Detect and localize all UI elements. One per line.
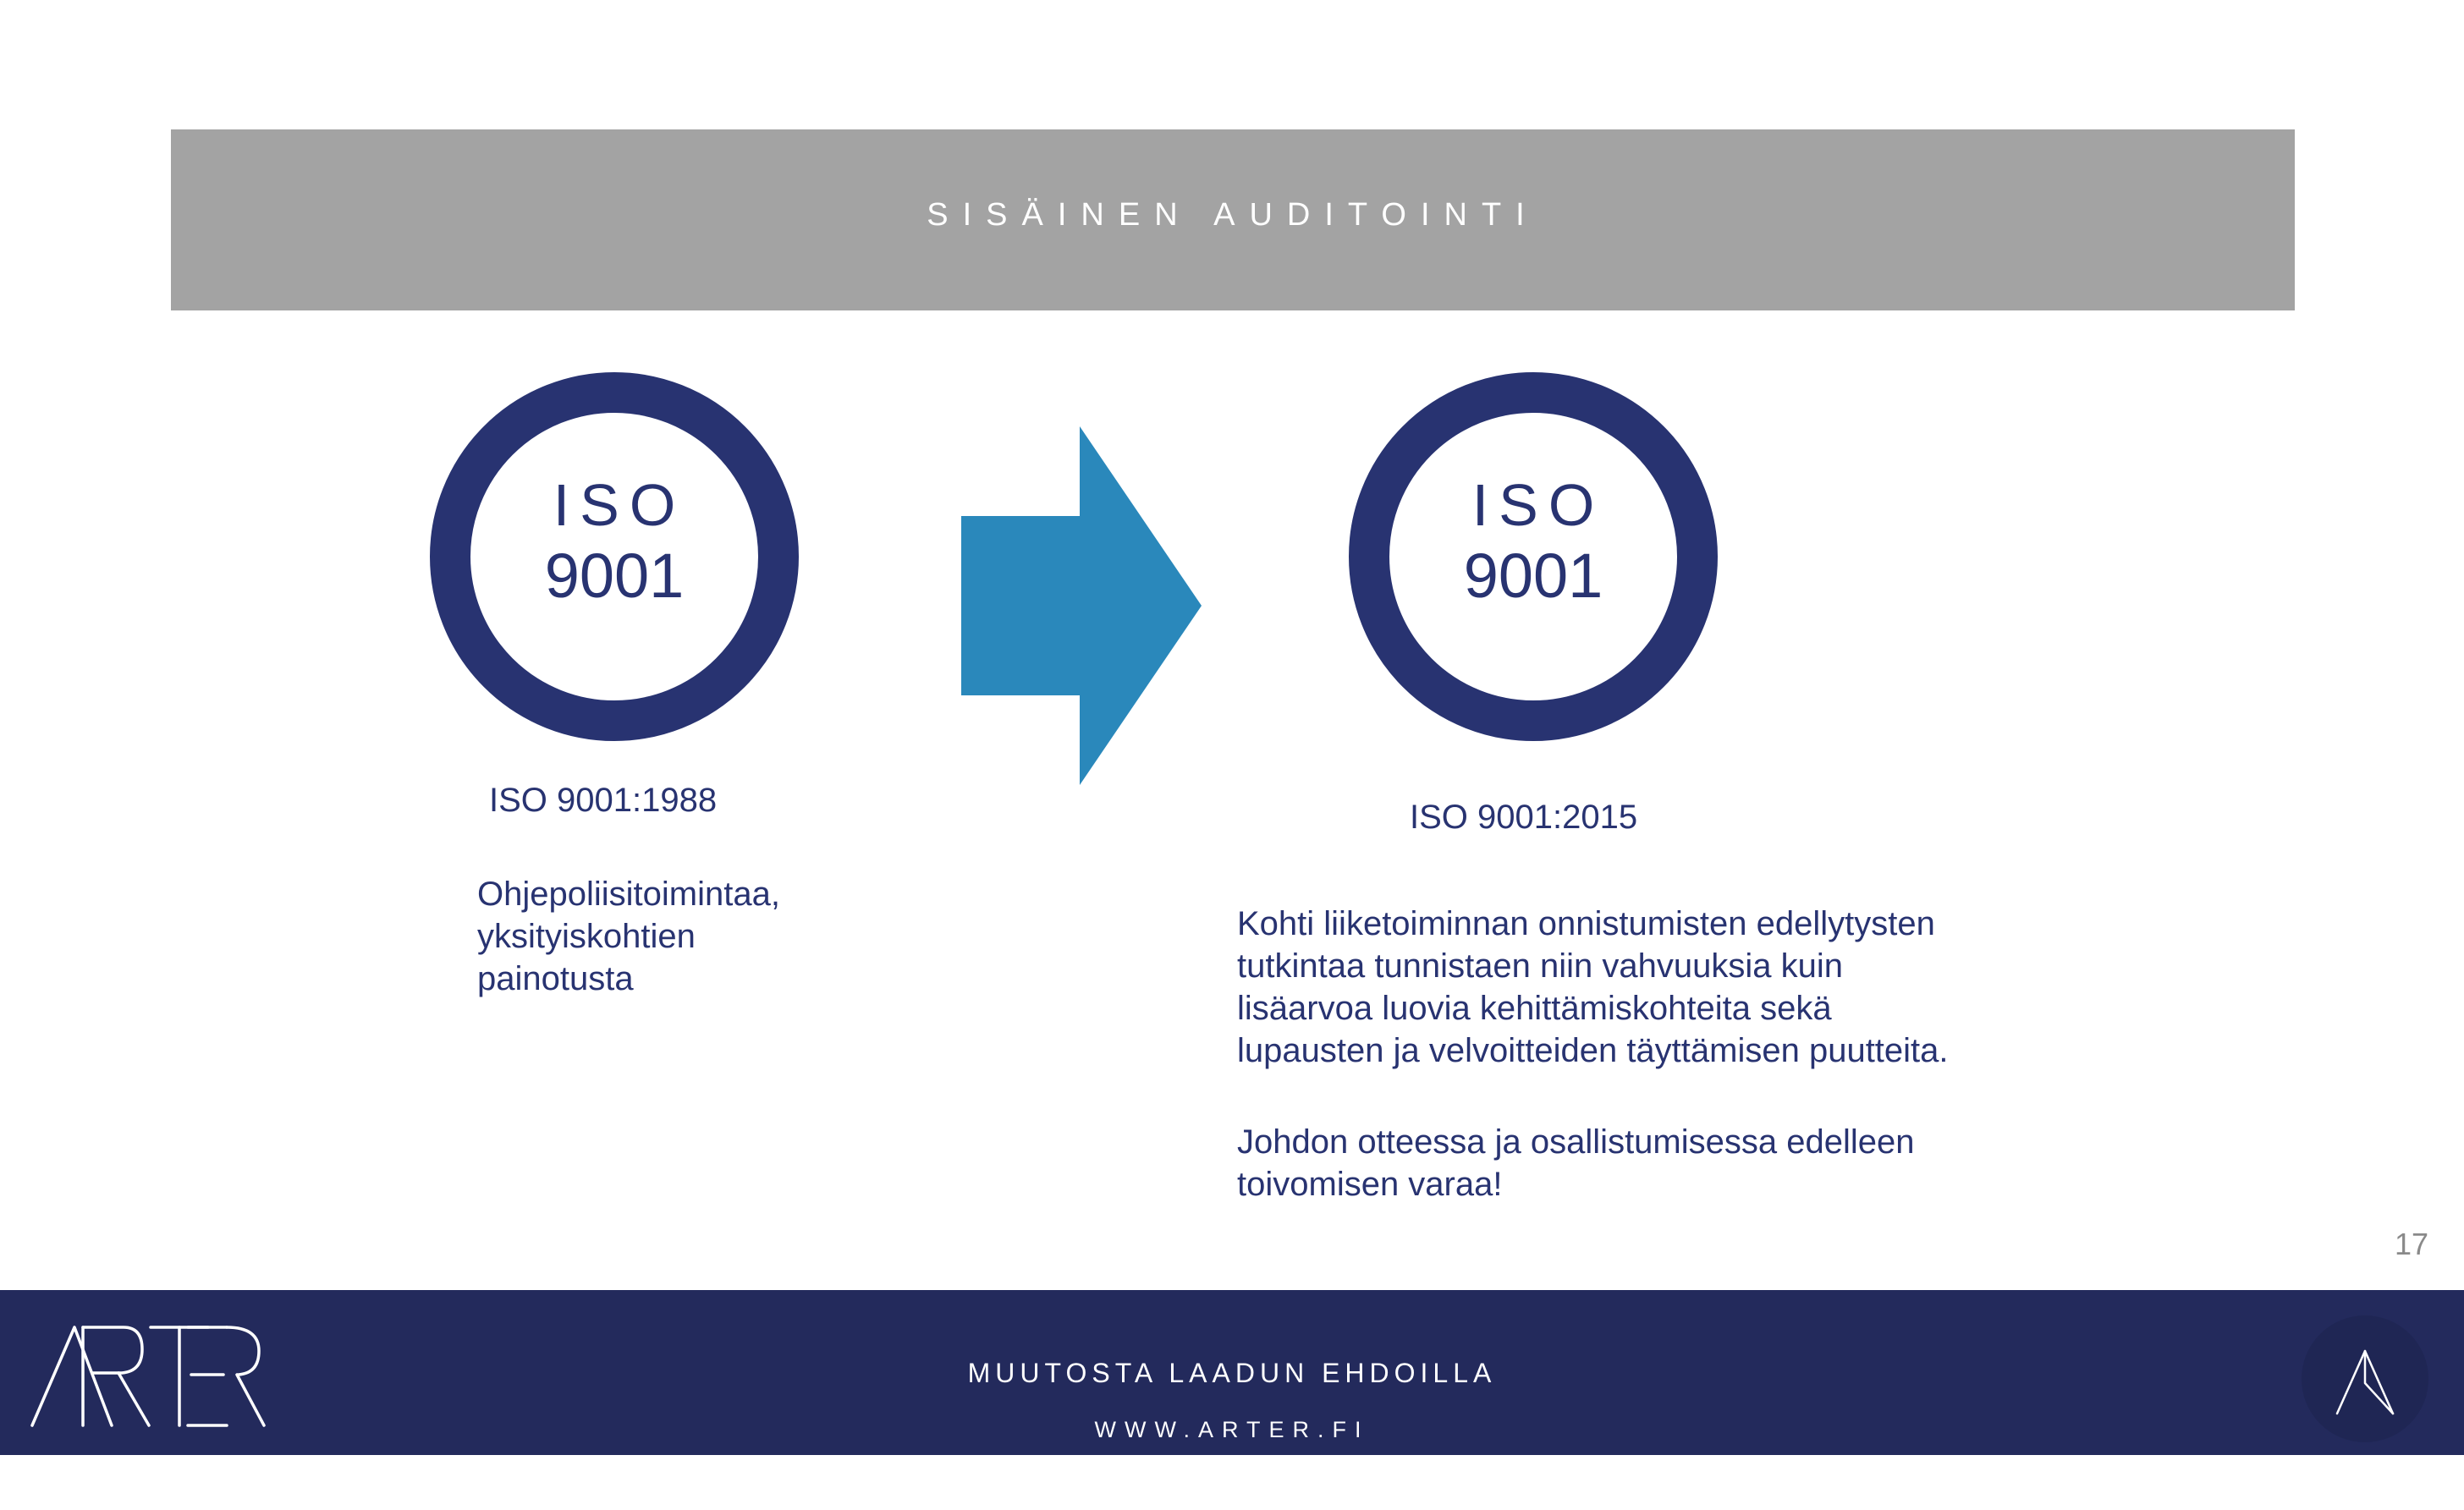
page-number: 17	[2394, 1227, 2428, 1261]
description-new-note: Johdon otteessa ja osallistumisessa edelleen toivomisen varaa!	[1237, 1123, 1915, 1203]
slide-title: SISÄINEN AUDITOINTI	[927, 196, 1539, 233]
arrow-right-icon	[961, 426, 1202, 785]
footer-tagline: MUUTOSTA LAADUN EHDOILLA	[967, 1358, 1497, 1388]
description-old: Ohjepoliisitoimintaa, yksityiskohtien painotusta	[477, 876, 780, 997]
version-label-old: ISO 9001:1988	[489, 782, 718, 819]
iso-ring-old-line2: 9001	[544, 541, 685, 611]
title-band	[171, 129, 2295, 310]
footer-url: WWW.ARTER.FI	[1094, 1417, 1370, 1442]
iso-ring-new	[1349, 372, 1718, 741]
iso-ring-old	[430, 372, 799, 741]
arter-badge	[2302, 1315, 2428, 1442]
iso-ring-old-line1: ISO	[553, 472, 686, 538]
arter-a-icon	[2335, 1349, 2395, 1415]
version-label-new: ISO 9001:2015	[1410, 799, 1638, 836]
iso-ring-new-line2: 9001	[1463, 541, 1603, 611]
iso-ring-new-line1: ISO	[1471, 472, 1605, 538]
description-new: Kohti liiketoiminnan onnistumisten edellytysten tutkintaa tunnistaen niin vahvuuksia kuin lisäarvoa luovia kehittämiskohteita sekä lupausten ja velvoitteiden täyttämisen puutteita.	[1237, 905, 1949, 1069]
footer	[0, 1290, 2464, 1455]
